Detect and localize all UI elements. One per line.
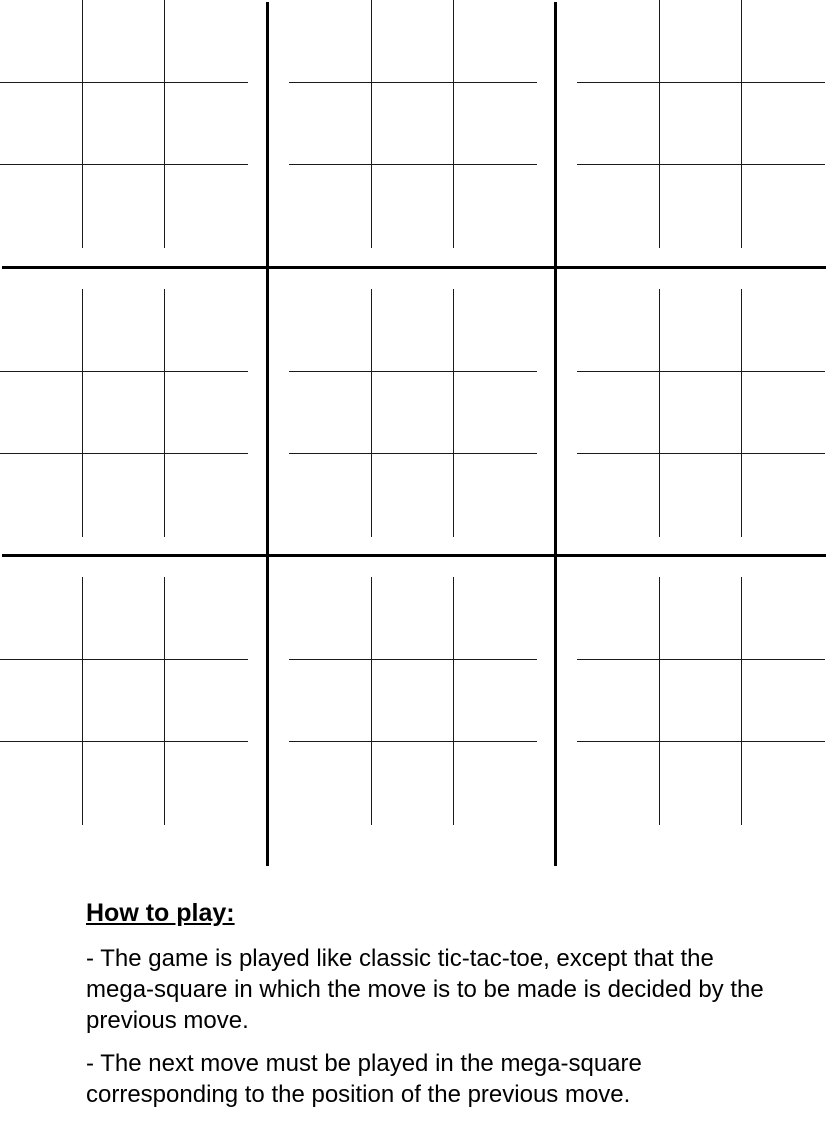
board-cell[interactable] [82,453,164,535]
board-cell[interactable] [82,82,164,164]
inner-grid-line [164,0,165,248]
board-cell[interactable] [82,289,164,371]
board-cell[interactable] [741,741,823,823]
mega-square-5 [289,289,537,537]
board-cell[interactable] [289,0,371,82]
inner-grid-line [289,164,537,165]
board-cell[interactable] [741,453,823,535]
inner-grid-line [577,453,825,454]
board-cell[interactable] [0,371,82,453]
board-cell[interactable] [289,371,371,453]
instructions-panel [86,897,786,1122]
board-cell[interactable] [289,741,371,823]
inner-grid-line [289,659,537,660]
inner-grid-line [289,82,537,83]
inner-grid-line [453,0,454,248]
board-cell[interactable] [577,0,659,82]
board-cell[interactable] [659,371,741,453]
board-cell[interactable] [289,577,371,659]
board-cell[interactable] [659,0,741,82]
board-cell[interactable] [371,453,453,535]
board-cell[interactable] [371,659,453,741]
inner-grid-line [0,453,248,454]
board-cell[interactable] [577,453,659,535]
inner-grid-line [659,577,660,825]
board-cell[interactable] [577,577,659,659]
mega-square-4 [0,289,248,537]
board-cell[interactable] [82,659,164,741]
board-cell[interactable] [164,289,246,371]
board-cell[interactable] [659,741,741,823]
inner-grid-line [577,164,825,165]
board-cell[interactable] [741,164,823,246]
board-cell[interactable] [0,0,82,82]
board-cell[interactable] [371,741,453,823]
inner-grid-line [659,0,660,248]
board-cell[interactable] [741,0,823,82]
board-cell[interactable] [82,577,164,659]
mega-grid-line [266,2,269,866]
board-cell[interactable] [289,82,371,164]
rule-text-2: - The next move must be played in the mega-square corresponding to the position of the previous move. [86,1050,642,1108]
inner-grid-line [659,289,660,537]
board-cell[interactable] [577,82,659,164]
inner-grid-line [164,289,165,537]
board-cell[interactable] [82,164,164,246]
board-cell[interactable] [577,289,659,371]
inner-grid-line [0,741,248,742]
board-cell[interactable] [164,659,246,741]
board-cell[interactable] [453,289,535,371]
board-cell[interactable] [82,741,164,823]
board-cell[interactable] [289,453,371,535]
inner-grid-line [577,82,825,83]
mega-square-9 [577,577,825,825]
inner-grid-line [289,453,537,454]
board-cell[interactable] [0,82,82,164]
board-cell[interactable] [453,82,535,164]
board-cell[interactable] [164,0,246,82]
inner-grid-line [0,164,248,165]
inner-grid-line [0,659,248,660]
board-cell[interactable] [453,659,535,741]
inner-grid-line [82,289,83,537]
board-cell[interactable] [659,577,741,659]
mega-square-8 [289,577,537,825]
board-cell[interactable] [577,659,659,741]
board-cell[interactable] [453,453,535,535]
board-cell[interactable] [164,82,246,164]
board-cell[interactable] [659,659,741,741]
inner-grid-line [741,577,742,825]
board-cell[interactable] [371,577,453,659]
board-cell[interactable] [0,577,82,659]
board-cell[interactable] [453,164,535,246]
board-cell[interactable] [0,453,82,535]
board-cell[interactable] [371,289,453,371]
inner-grid-line [453,577,454,825]
mega-grid-line [554,2,557,866]
board-cell[interactable] [741,659,823,741]
board-cell[interactable] [164,577,246,659]
board-cell[interactable] [577,164,659,246]
board-cell[interactable] [0,164,82,246]
board-cell[interactable] [371,0,453,82]
mega-grid-line [2,266,826,269]
board-cell[interactable] [453,741,535,823]
mega-grid-line [2,554,826,557]
inner-grid-line [741,0,742,248]
board-cell[interactable] [164,453,246,535]
board-cell[interactable] [0,659,82,741]
board-cell[interactable] [577,371,659,453]
inner-grid-line [371,577,372,825]
board-cell[interactable] [289,289,371,371]
rule-text-1: - The game is played like classic tic-tac-toe, except that the mega-square in which the move is to be made is decided by the previous move. [86,945,764,1034]
board-cell[interactable] [164,741,246,823]
inner-grid-line [577,371,825,372]
inner-grid-line [453,289,454,537]
board-cell[interactable] [164,164,246,246]
board-cell[interactable] [453,577,535,659]
board-cell[interactable] [659,453,741,535]
inner-grid-line [82,0,83,248]
board-cell[interactable] [659,82,741,164]
board-cell[interactable] [0,741,82,823]
board-cell[interactable] [289,659,371,741]
mega-square-1 [0,0,248,248]
inner-grid-line [289,371,537,372]
board-cell[interactable] [659,164,741,246]
board-cell[interactable] [0,289,82,371]
board-cell[interactable] [371,164,453,246]
inner-grid-line [0,82,248,83]
board-cell[interactable] [741,289,823,371]
inner-grid-line [0,371,248,372]
board-cell[interactable] [453,371,535,453]
board-cell[interactable] [741,371,823,453]
inner-grid-line [371,289,372,537]
board-cell[interactable] [164,371,246,453]
inner-grid-line [82,577,83,825]
inner-grid-line [741,289,742,537]
mega-square-2 [289,0,537,248]
inner-grid-line [289,741,537,742]
board-cell[interactable] [741,577,823,659]
board-cell[interactable] [453,0,535,82]
board-cell[interactable] [371,371,453,453]
board-cell[interactable] [659,289,741,371]
mega-square-7 [0,577,248,825]
inner-grid-line [577,659,825,660]
board-cell[interactable] [741,82,823,164]
how-to-play-heading: How to play: [86,899,235,927]
board-cell[interactable] [577,741,659,823]
mega-square-3 [577,0,825,248]
mega-square-6 [577,289,825,537]
board-cell[interactable] [82,0,164,82]
board-cell[interactable] [371,82,453,164]
inner-grid-line [164,577,165,825]
board-cell[interactable] [82,371,164,453]
inner-grid-line [371,0,372,248]
inner-grid-line [577,741,825,742]
board-cell[interactable] [289,164,371,246]
